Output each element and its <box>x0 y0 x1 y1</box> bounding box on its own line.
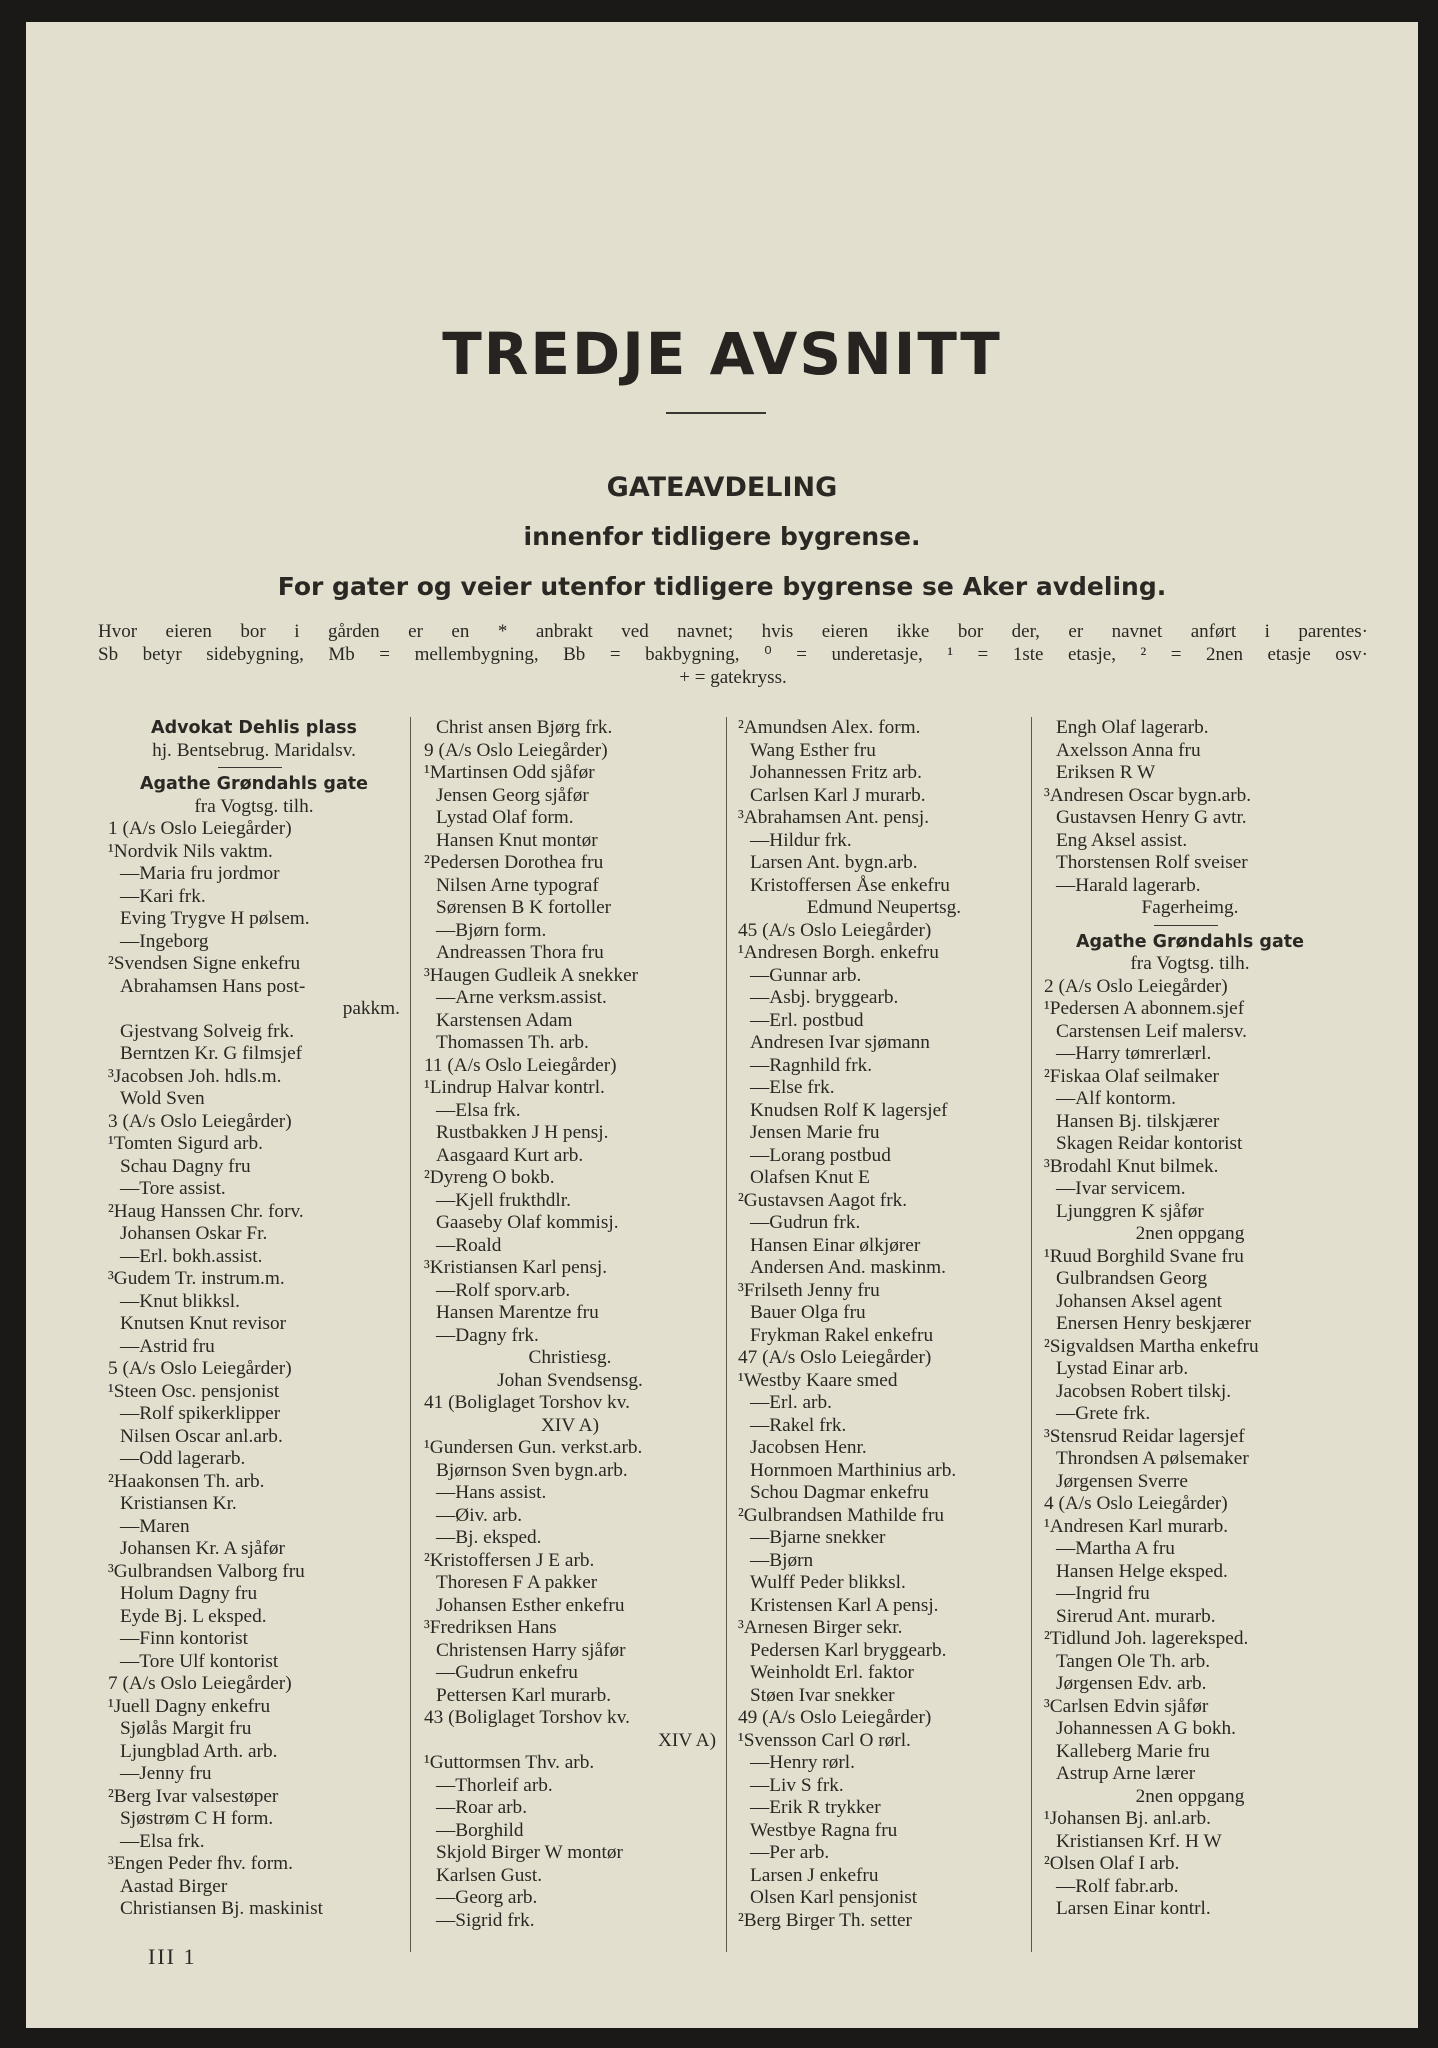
resident-entry: Christ ansen Bjørg frk. <box>436 717 613 738</box>
resident-entry: —Rolf sporv.arb. <box>436 1279 571 1301</box>
resident-entry: —Harald lagerarb. <box>1056 874 1201 896</box>
resident-entry: Sirerud Ant. murarb. <box>1056 1605 1216 1627</box>
address-entry: 41 (Boliglaget Torshov kv. <box>424 1392 630 1413</box>
address-entry: ³Frilseth Jenny fru <box>738 1279 880 1301</box>
address-entry: ²Gustavsen Aagot frk. <box>738 1189 908 1211</box>
resident-entry: Bjørnson Sven bygn.arb. <box>436 1459 628 1481</box>
resident-entry: Nilsen Arne typograf <box>436 874 599 896</box>
address-entry: ¹Nordvik Nils vaktm. <box>108 840 273 862</box>
resident-entry: —Ivar servicem. <box>1056 1178 1186 1199</box>
resident-entry: —Kjell frukthdlr. <box>436 1189 571 1211</box>
resident-entry: Kristoffersen Åse enkefru <box>750 874 950 896</box>
address-entry: ¹Ruud Borghild Svane fru <box>1044 1245 1244 1267</box>
address-entry: ²Olsen Olaf I arb. <box>1044 1853 1180 1874</box>
resident-entry: Jacobsen Henr. <box>750 1437 867 1458</box>
resident-entry: —Ingeborg <box>120 930 209 952</box>
resident-entry: —Finn kontorist <box>120 1628 249 1649</box>
address-entry: ³Haugen Gudleik A snekker <box>424 964 639 986</box>
resident-entry: —Liv S frk. <box>750 1774 844 1796</box>
resident-entry: —Erl. postbud <box>750 1009 864 1031</box>
resident-entry: Ljunggren K sjåfør <box>1056 1200 1204 1222</box>
resident-entry: —Else frk. <box>750 1077 835 1098</box>
resident-entry: —Georg arb. <box>436 1887 538 1908</box>
address-entry: ¹Andresen Borgh. enkefru <box>738 942 939 963</box>
resident-entry: Thomassen Th. arb. <box>436 1032 589 1053</box>
resident-entry: —Erl. arb. <box>750 1392 832 1413</box>
street-crossing: Fagerheimg. <box>1141 897 1239 918</box>
resident-entry: —Thorleif arb. <box>436 1774 553 1796</box>
legend-paragraph <box>98 620 1368 689</box>
resident-entry: Ljungblad Arth. arb. <box>120 1740 278 1762</box>
street-heading: Agathe Grøndahls gate <box>139 774 368 794</box>
entry-continuation: fra Vogtsg. tilh. <box>1130 953 1250 974</box>
address-entry: ¹Steen Osc. pensjonist <box>108 1380 280 1402</box>
address-entry: ²Haakonsen Th. arb. <box>108 1470 265 1492</box>
resident-entry: Hansen Marentze fru <box>436 1302 599 1323</box>
resident-entry: Johansen Kr. A sjåfør <box>120 1538 285 1559</box>
resident-entry: —Dagny frk. <box>436 1324 539 1346</box>
address-entry: ¹Johansen Bj. anl.arb. <box>1044 1808 1211 1829</box>
resident-entry: Berntzen Kr. G filmsjef <box>120 1043 303 1064</box>
resident-entry: Hansen Einar ølkjører <box>750 1234 921 1256</box>
entry-continuation: XIV A) <box>657 1729 716 1751</box>
directory-column-4 <box>1044 717 1336 1921</box>
address-entry: 2 (A/s Oslo Leiegårder) <box>1044 975 1228 997</box>
resident-entry: —Tore assist. <box>120 1178 226 1199</box>
entry-continuation: 2nen oppgang <box>1135 1785 1245 1807</box>
resident-entry: —Astrid fru <box>120 1335 215 1357</box>
resident-entry: Rustbakken J H pensj. <box>436 1122 609 1143</box>
resident-entry: —Odd lagerarb. <box>120 1448 246 1469</box>
resident-entry: —Sigrid frk. <box>436 1909 535 1931</box>
street-crossing: Christiesg. <box>528 1347 612 1368</box>
resident-entry: Pedersen Karl bryggearb. <box>750 1639 947 1661</box>
title-divider <box>666 412 766 414</box>
resident-entry: Karstensen Adam <box>436 1009 573 1031</box>
resident-entry: Jørgensen Sverre <box>1056 1470 1188 1492</box>
directory-column-3 <box>738 717 1030 1932</box>
section-heading: GATEAVDELING <box>606 472 838 503</box>
address-entry: ³Engen Peder fhv. form. <box>108 1853 293 1874</box>
resident-entry: —Elsa frk. <box>436 1099 521 1121</box>
resident-entry: Wulff Peder blikksl. <box>750 1572 906 1593</box>
resident-entry: Gaaseby Olaf kommisj. <box>436 1212 619 1233</box>
address-entry: ³Abrahamsen Ant. pensj. <box>738 807 930 828</box>
resident-entry: Larsen Ant. bygn.arb. <box>750 852 918 873</box>
resident-entry: Gustavsen Henry G avtr. <box>1056 807 1247 828</box>
resident-entry: Abrahamsen Hans post- <box>120 975 306 997</box>
address-entry: ³Kristiansen Karl pensj. <box>424 1257 608 1278</box>
resident-entry: Aastad Birger <box>120 1875 228 1897</box>
resident-entry: Pettersen Karl murarb. <box>436 1684 612 1706</box>
address-entry: ²Berg Birger Th. setter <box>738 1909 912 1931</box>
entry-continuation: XIV A) <box>540 1414 600 1436</box>
resident-entry: Johannessen Fritz arb. <box>750 762 922 783</box>
resident-entry: Kristensen Karl A pensj. <box>750 1594 939 1616</box>
resident-entry: Hansen Helge eksped. <box>1056 1560 1228 1582</box>
resident-entry: —Knut blikksl. <box>120 1290 240 1312</box>
column-divider <box>410 717 411 1952</box>
resident-entry: —Lorang postbud <box>750 1144 891 1166</box>
resident-entry: Johannessen A G bokh. <box>1056 1718 1236 1739</box>
resident-entry: —Borghild <box>436 1819 524 1841</box>
address-entry: 7 (A/s Oslo Leiegårder) <box>108 1673 292 1694</box>
resident-entry: —Gudrun frk. <box>750 1212 861 1233</box>
address-entry: ¹Gundersen Gun. verkst.arb. <box>424 1437 643 1458</box>
resident-entry: —Ragnhild frk. <box>750 1054 873 1076</box>
resident-entry: —Bjørn form. <box>436 919 547 941</box>
directory-column-1 <box>108 717 400 1921</box>
resident-entry: Sjølås Margit fru <box>120 1718 252 1739</box>
legend-line: + = gatekryss. <box>679 667 787 688</box>
resident-entry: Olsen Karl pensjonist <box>750 1887 918 1908</box>
entry-continuation: fra Vogtsg. tilh. <box>194 795 314 817</box>
entry-continuation: pakkm. <box>342 998 400 1019</box>
resident-entry: Jensen Georg sjåfør <box>436 784 589 806</box>
address-entry: ²Haug Hanssen Chr. forv. <box>108 1200 304 1222</box>
resident-entry: Schou Dagmar enkefru <box>750 1482 929 1503</box>
entry-continuation: hj. Bentsebrug. Maridalsv. <box>152 739 356 761</box>
address-entry: ²Dyreng O bokb. <box>424 1167 555 1188</box>
resident-entry: —Bjørn <box>750 1549 814 1571</box>
address-entry: ¹Guttormsen Thv. arb. <box>424 1752 595 1773</box>
entry-continuation: 2nen oppgang <box>1135 1223 1245 1244</box>
address-entry: ²Svendsen Signe enkefru <box>108 953 301 974</box>
resident-entry: Jensen Marie fru <box>750 1122 880 1143</box>
resident-entry: Carstensen Leif malersv. <box>1056 1020 1247 1042</box>
resident-entry: Thoresen F A pakker <box>436 1572 598 1593</box>
address-entry: 3 (A/s Oslo Leiegårder) <box>108 1110 292 1132</box>
address-entry: ¹Svensson Carl O rørl. <box>738 1729 911 1751</box>
address-entry: ²Pedersen Dorothea fru <box>424 852 604 873</box>
resident-entry: Sjøstrøm C H form. <box>120 1808 274 1829</box>
address-entry: ¹Lindrup Halvar kontrl. <box>424 1077 605 1098</box>
resident-entry: Kalleberg Marie fru <box>1056 1740 1210 1762</box>
resident-entry: Hansen Knut montør <box>436 829 598 851</box>
address-entry: ¹Martinsen Odd sjåfør <box>424 762 595 783</box>
address-entry: ³Carlsen Edvin sjåfør <box>1044 1695 1209 1717</box>
resident-entry: —Arne verksm.assist. <box>436 987 607 1008</box>
address-entry: ³Andresen Oscar bygn.arb. <box>1044 784 1252 806</box>
resident-entry: Lystad Einar arb. <box>1056 1358 1189 1379</box>
address-entry: ²Kristoffersen J E arb. <box>424 1549 595 1571</box>
resident-entry: —Rakel frk. <box>750 1414 847 1436</box>
resident-entry: —Alf kontorm. <box>1056 1088 1176 1109</box>
resident-entry: —Rolf fabr.arb. <box>1056 1875 1179 1897</box>
resident-entry: —Øiv. arb. <box>436 1504 523 1526</box>
resident-entry: —Gunnar arb. <box>750 964 862 986</box>
resident-entry: Skagen Reidar kontorist <box>1056 1133 1243 1154</box>
directory-page <box>26 22 1418 2028</box>
resident-entry: —Harry tømrerlærl. <box>1056 1043 1212 1064</box>
resident-entry: —Bj. eksped. <box>436 1527 542 1548</box>
resident-entry: Nilsen Oscar anl.arb. <box>120 1425 283 1447</box>
resident-entry: Kristiansen Kr. <box>120 1493 237 1514</box>
address-entry: ¹Tomten Sigurd arb. <box>108 1133 263 1154</box>
address-entry: ³Gudem Tr. instrum.m. <box>108 1268 285 1289</box>
column-divider <box>1031 717 1032 1952</box>
address-entry: ³Jacobsen Joh. hdls.m. <box>108 1065 282 1087</box>
address-entry: ²Fiskaa Olaf seilmaker <box>1044 1065 1219 1087</box>
resident-entry: Larsen J enkefru <box>750 1864 879 1886</box>
street-heading: Advokat Dehlis plass <box>151 718 357 738</box>
street-divider <box>1044 920 1336 931</box>
address-entry: ²Tidlund Joh. lagereksped. <box>1044 1628 1249 1649</box>
resident-entry: Gjestvang Solveig frk. <box>120 1020 295 1042</box>
resident-entry: Christiansen Bj. maskinist <box>120 1898 323 1919</box>
resident-entry: Aasgaard Kurt arb. <box>436 1144 584 1166</box>
resident-entry: Kristiansen Krf. H W <box>1056 1830 1222 1852</box>
resident-entry: Knudsen Rolf K lagersjef <box>750 1099 948 1121</box>
address-entry: 43 (Boliglaget Torshov kv. <box>424 1707 630 1728</box>
column-divider <box>726 717 727 1952</box>
resident-entry: Jørgensen Edv. arb. <box>1056 1673 1207 1694</box>
address-entry: ¹Andresen Karl murarb. <box>1044 1515 1229 1537</box>
resident-entry: Wang Esther fru <box>750 739 876 761</box>
resident-entry: Bauer Olga fru <box>750 1302 866 1323</box>
resident-entry: —Roar arb. <box>436 1797 528 1818</box>
resident-entry: Gulbrandsen Georg <box>1056 1268 1208 1289</box>
resident-entry: Throndsen A pølsemaker <box>1056 1448 1249 1469</box>
page-number: III 1 <box>148 1944 197 1969</box>
address-entry: 5 (A/s Oslo Leiegårder) <box>108 1358 292 1379</box>
resident-entry: Andreassen Thora fru <box>436 942 604 963</box>
street-crossing: Johan Svendsensg. <box>497 1369 643 1391</box>
resident-entry: Carlsen Karl J murarb. <box>750 784 926 806</box>
address-entry: 49 (A/s Oslo Leiegårder) <box>738 1707 932 1728</box>
resident-entry: Andresen Ivar sjømann <box>750 1032 930 1053</box>
resident-entry: —Henry rørl. <box>750 1752 855 1773</box>
resident-entry: Eng Aksel assist. <box>1056 829 1188 851</box>
address-entry: 11 (A/s Oslo Leiegårder) <box>424 1054 617 1076</box>
resident-entry: —Martha A fru <box>1056 1538 1175 1559</box>
resident-entry: —Erl. bokh.assist. <box>120 1245 263 1267</box>
resident-entry: Johansen Esther enkefru <box>436 1594 625 1616</box>
address-entry: 45 (A/s Oslo Leiegårder) <box>738 919 932 941</box>
address-entry: ³Stensrud Reidar lagersjef <box>1044 1425 1245 1447</box>
resident-entry: Johansen Aksel agent <box>1056 1290 1222 1312</box>
resident-entry: Wold Sven <box>120 1088 205 1109</box>
resident-entry: —Jenny fru <box>120 1763 212 1784</box>
resident-entry: Thorstensen Rolf sveiser <box>1056 852 1248 873</box>
resident-entry: Larsen Einar kontrl. <box>1056 1898 1211 1919</box>
resident-entry: Enersen Henry beskjærer <box>1056 1313 1251 1334</box>
resident-entry: —Roald <box>436 1234 502 1256</box>
address-entry: ³Gulbrandsen Valborg fru <box>108 1560 305 1582</box>
resident-entry: —Tore Ulf kontorist <box>120 1650 279 1672</box>
resident-entry: —Bjarne snekker <box>750 1527 886 1548</box>
resident-entry: —Gudrun enkefru <box>436 1662 578 1683</box>
resident-entry: Skjold Birger W montør <box>436 1842 623 1863</box>
resident-entry: —Elsa frk. <box>120 1830 205 1852</box>
resident-entry: Engh Olaf lagerarb. <box>1056 717 1209 738</box>
resident-entry: Hansen Bj. tilskjærer <box>1056 1110 1220 1132</box>
resident-entry: —Hans assist. <box>436 1482 547 1503</box>
resident-entry: Olafsen Knut E <box>750 1167 870 1188</box>
address-entry: ²Berg Ivar valsestøper <box>108 1785 279 1807</box>
address-entry: 9 (A/s Oslo Leiegårder) <box>424 739 608 761</box>
resident-entry: Johansen Oskar Fr. <box>120 1223 268 1244</box>
legend-line: Hvor eieren bor i gården er en * anbrakt ved navnet; hvis eieren ikke bor der, er navnet anført i parentes· <box>98 621 1368 642</box>
resident-entry: Eriksen R W <box>1056 762 1156 783</box>
resident-entry: Knutsen Knut revisor <box>120 1313 287 1334</box>
directory-column-2 <box>424 717 716 1932</box>
resident-entry: Tangen Ole Th. arb. <box>1056 1650 1211 1672</box>
address-entry: ²Amundsen Alex. form. <box>738 717 921 738</box>
resident-entry: —Maren <box>120 1515 190 1537</box>
resident-entry: Jacobsen Robert tilskj. <box>1056 1380 1232 1402</box>
resident-entry: Sørensen B K fortoller <box>436 897 612 918</box>
resident-entry: Christensen Harry sjåfør <box>436 1639 626 1661</box>
resident-entry: Karlsen Gust. <box>436 1864 543 1886</box>
street-divider <box>108 762 400 773</box>
address-entry: ³Brodahl Knut bilmek. <box>1044 1155 1219 1177</box>
legend-line: Sb betyr sidebygning, Mb = mellembygning, Bb = bakbygning, ⁰ = underetasje, ¹ = 1ste etasje, ² = 2nen etasje osv· <box>98 644 1368 665</box>
address-entry: ³Arnesen Birger sekr. <box>738 1617 903 1638</box>
address-entry: 4 (A/s Oslo Leiegårder) <box>1044 1493 1228 1514</box>
resident-entry: Schau Dagny fru <box>120 1155 251 1177</box>
resident-entry: —Hildur frk. <box>750 829 852 851</box>
resident-entry: Holum Dagny fru <box>120 1583 258 1604</box>
resident-entry: Eyde Bj. L eksped. <box>120 1605 267 1627</box>
address-entry: 47 (A/s Oslo Leiegårder) <box>738 1347 932 1368</box>
address-entry: ²Gulbrandsen Mathilde fru <box>738 1504 945 1526</box>
resident-entry: Astrup Arne lærer <box>1056 1763 1196 1784</box>
resident-entry: —Rolf spikerklipper <box>120 1403 281 1424</box>
resident-entry: Lystad Olaf form. <box>436 807 574 828</box>
address-entry: 1 (A/s Oslo Leiegårder) <box>108 818 292 839</box>
resident-entry: Støen Ivar snekker <box>750 1684 895 1706</box>
resident-entry: Hornmoen Marthinius arb. <box>750 1459 957 1481</box>
resident-entry: —Maria fru jordmor <box>120 863 280 884</box>
resident-entry: Axelsson Anna fru <box>1056 739 1201 761</box>
resident-entry: Weinholdt Erl. faktor <box>750 1662 914 1683</box>
resident-entry: —Per arb. <box>750 1842 830 1863</box>
street-heading: Agathe Grøndahls gate <box>1075 931 1304 952</box>
street-crossing: Edmund Neupertsg. <box>806 897 962 918</box>
resident-entry: Eving Trygve H pølsem. <box>120 908 310 929</box>
section-subtitle: innenfor tidligere bygrense. <box>523 522 921 551</box>
resident-entry: Andersen And. maskinm. <box>750 1257 947 1278</box>
address-entry: ³Fredriksen Hans <box>424 1617 557 1638</box>
resident-entry: —Kari frk. <box>120 885 206 907</box>
address-entry: ¹Westby Kaare smed <box>738 1369 898 1391</box>
section-note: For gater og veier utenfor tidligere bygrense se Aker avdeling. <box>277 572 1167 601</box>
address-entry: ¹Pedersen A abonnem.sjef <box>1044 998 1245 1019</box>
resident-entry: —Asbj. bryggearb. <box>750 987 899 1008</box>
resident-entry: —Grete frk. <box>1056 1403 1151 1424</box>
resident-entry: Frykman Rakel enkefru <box>750 1324 934 1346</box>
address-entry: ²Sigvaldsen Martha enkefru <box>1044 1335 1259 1357</box>
resident-entry: Westbye Ragna fru <box>750 1819 898 1841</box>
resident-entry: —Erik R trykker <box>750 1797 881 1818</box>
resident-entry: —Ingrid fru <box>1056 1583 1150 1604</box>
address-entry: ¹Juell Dagny enkefru <box>108 1695 271 1717</box>
page-title: TREDJE AVSNITT <box>442 320 1002 388</box>
